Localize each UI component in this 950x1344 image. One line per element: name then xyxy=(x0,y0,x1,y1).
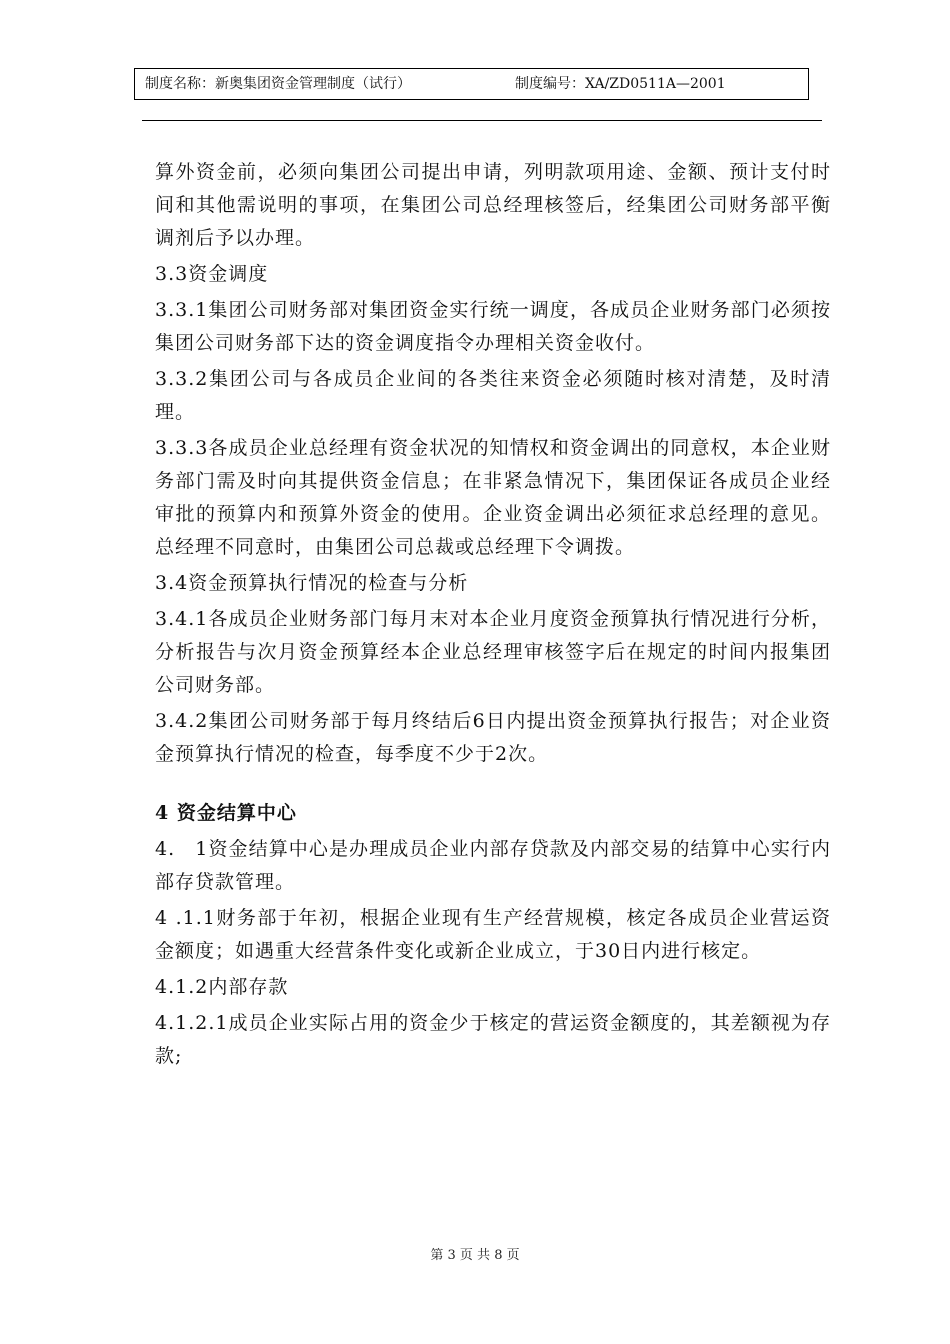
clause-3-4-1: 3.4.1各成员企业财务部门每月末对本企业月度资金预算执行情况进行分析，分析报告与次月资金预算经本企业总经理审核签字后在规定的时间内报集团公司财务部。 xyxy=(155,608,831,696)
clause-3-3-2: 3.3.2集团公司与各成员企业间的各类往来资金必须随时核对清楚，及时清理。 xyxy=(155,368,831,423)
clause-3-4-2: 3.4.2集团公司财务部于每月终结后6日内提出资金预算执行报告；对企业资金预算执行情况的检查，每季度不少于2次。 xyxy=(155,710,831,765)
subsection-heading-3-4: 3.4资金预算执行情况的检查与分析 xyxy=(155,572,469,594)
paragraph-continuation: 算外资金前，必须向集团公司提出申请，列明款项用途、金额、预计支付时间和其他需说明的事项，在集团公司总经理核签后，经集团公司财务部平衡调剂后予以办理。 xyxy=(155,161,831,249)
clause-4-1-2-1: 4.1.2.1成员企业实际占用的资金少于核定的营运资金额度的，其差额视为存款; xyxy=(155,1012,831,1067)
clause-4-1: 4. 1资金结算中心是办理成员企业内部存贷款及内部交易的结算中心实行内部存贷款管理。 xyxy=(155,838,831,893)
document-name: 制度名称：新奥集团资金管理制度（试行） xyxy=(145,76,411,92)
document-body xyxy=(155,156,831,1076)
clause-4-1-1: 4 .1.1财务部于年初，根据企业现有生产经营规模，核定各成员企业营运资金额度；如遇重大经营条件变化或新企业成立，于30日内进行核定。 xyxy=(155,907,831,962)
subsection-heading-4-1-2: 4.1.2内部存款 xyxy=(155,976,289,998)
subsection-heading-3-3: 3.3资金调度 xyxy=(155,263,269,285)
header-divider xyxy=(142,120,822,121)
document-code: 制度编号：XA/ZD0511A—2001 xyxy=(515,76,726,92)
page-number: 第 3 页 共 8 页 xyxy=(430,1248,520,1263)
document-header xyxy=(134,68,809,100)
clause-3-3-3: 3.3.3各成员企业总经理有资金状况的知情权和资金调出的同意权，本企业财务部门需及时向其提供资金信息；在非紧急情况下，集团保证各成员企业经审批的预算内和预算外资金的使用。企业资金调出必须征求总经理的意见。总经理不同意时，由集团公司总裁或总经理下令调拨。 xyxy=(155,437,831,558)
clause-3-3-1: 3.3.1集团公司财务部对集团资金实行统一调度，各成员企业财务部门必须按集团公司财务部下达的资金调度指令办理相关资金收付。 xyxy=(155,299,831,354)
section-heading-4: 4 资金结算中心 xyxy=(155,802,297,824)
